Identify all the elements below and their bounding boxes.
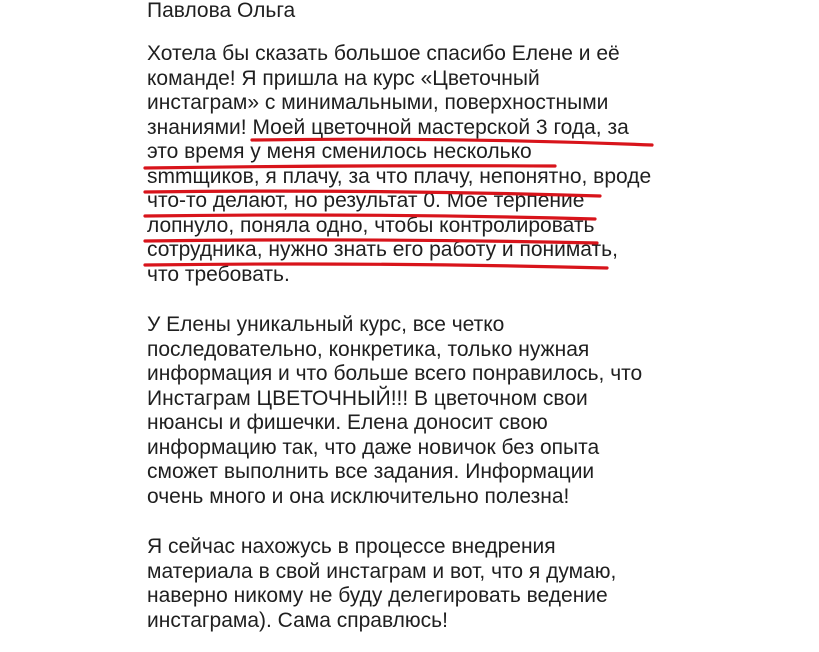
text-line: информацию так, что даже новичок без опыта — [147, 435, 600, 459]
review-paragraph-2 — [147, 313, 642, 509]
text-line: сможет выполнить все задания. Информации — [147, 460, 595, 483]
text-line: наверно никому не буду делегировать ведение — [147, 584, 608, 607]
text-line: материала в свой инстаграм и вот, что я думаю, — [147, 559, 617, 583]
review-author: Павлова Ольга — [147, 0, 296, 22]
text-line: Я сейчас нахожусь в процессе внедрения — [147, 535, 556, 558]
text-line: Инстаграм ЦВЕТОЧНЫЙ!!! В цветочном свои — [147, 386, 588, 410]
text-line: инстаграм» с минимальными, поверхностными — [147, 91, 609, 114]
text-line: команде! Я пришла на курс «Цветочный — [147, 66, 540, 90]
text-line: сотрудника, нужно знать его работу и понимать, — [147, 238, 618, 261]
text-line: У Елены уникальный курс, все четко — [147, 313, 505, 336]
text-line: что-то делают, но результат 0. Моё терпение — [147, 189, 585, 212]
text-line: Хотела бы сказать большое спасибо Елене и её — [147, 42, 620, 65]
text-line: инстаграма). Сама справлюсь! — [147, 608, 448, 632]
text-line: очень много и она исключительно полезна! — [147, 484, 570, 508]
text-line: последовательно, конкретика, только нужная — [147, 337, 590, 361]
text-line: нюансы и фишечки. Елена доносит свою — [147, 411, 548, 434]
review-document — [147, 0, 819, 652]
text-line: что требовать. — [147, 262, 290, 286]
text-line: это время у меня сменилось несколько — [147, 140, 532, 163]
review-paragraph-3 — [147, 535, 616, 633]
review-paragraph-1 — [147, 42, 651, 287]
text-line: информация и что больше всего понравилось, что — [147, 362, 643, 385]
text-line: smmщиков, я плачу, за что плачу, непонятно, вроде — [147, 164, 652, 188]
text-line: лопнуло, поняла одно, чтобы контролировать — [147, 213, 595, 237]
text-line: знаниями! Моей цветочной мастерской 3 года, за — [147, 115, 629, 139]
